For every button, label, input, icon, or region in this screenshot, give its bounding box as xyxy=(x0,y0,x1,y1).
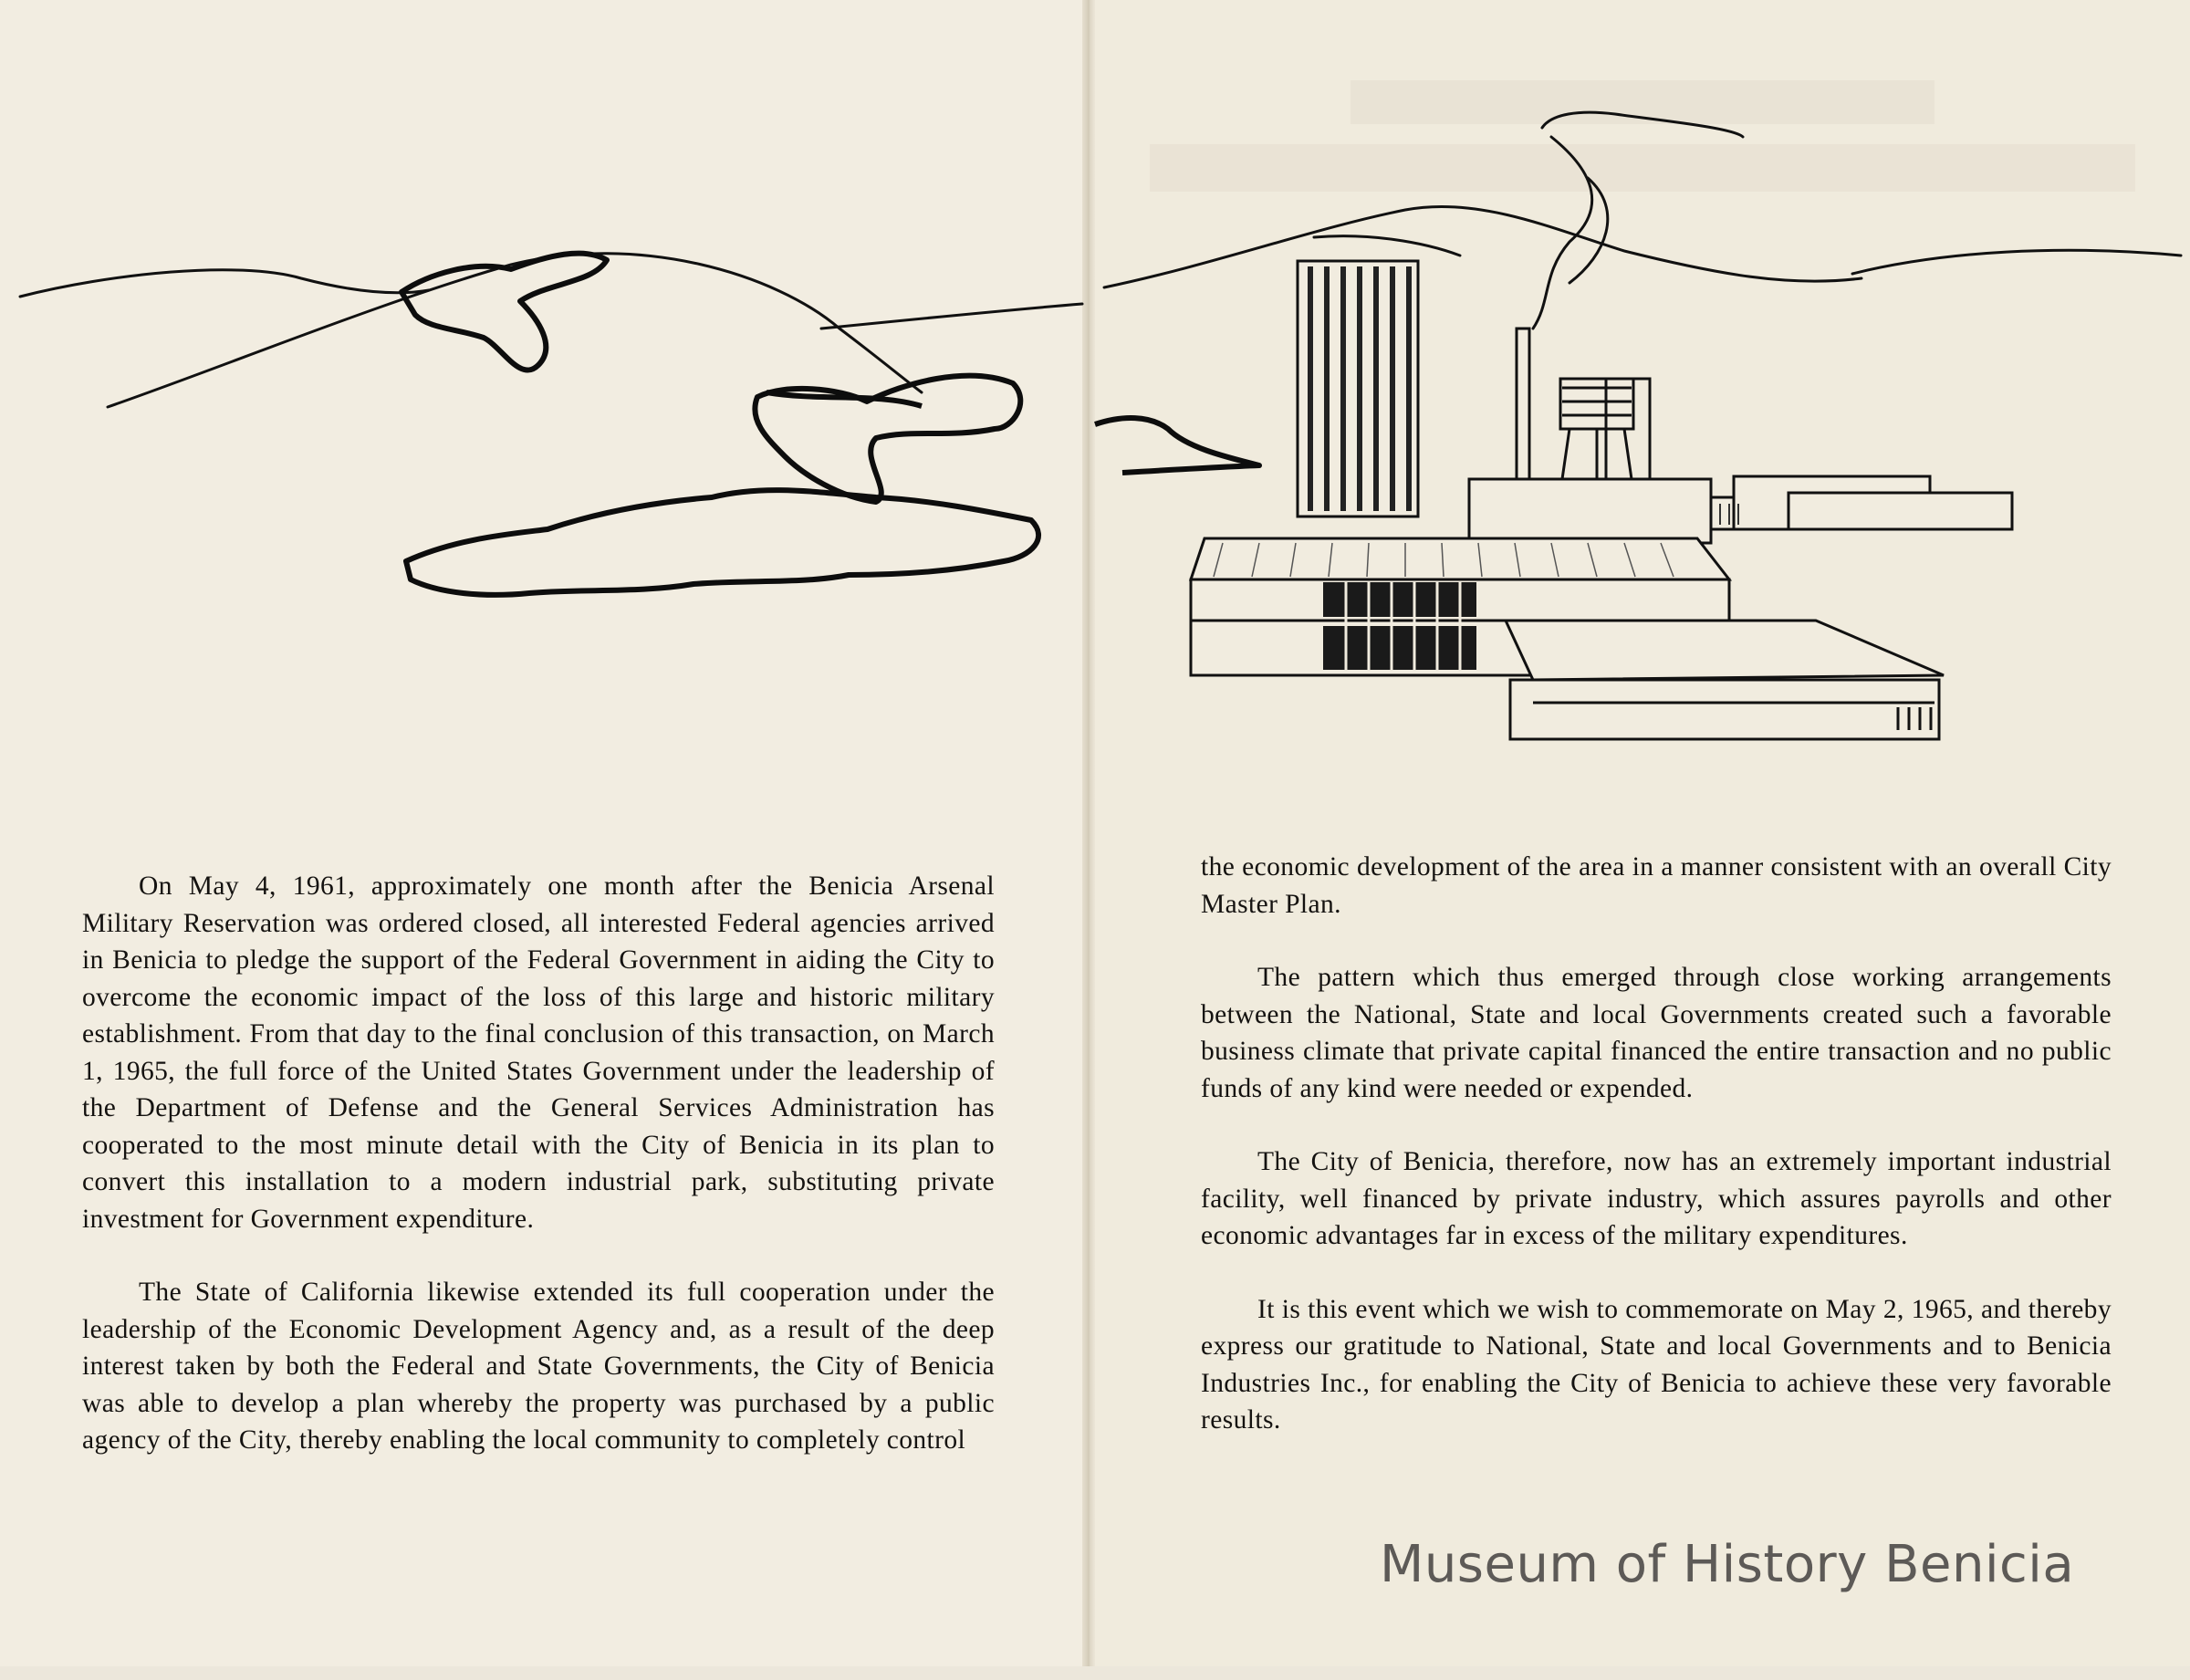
paragraph-federal-support: On May 4, 1961, approximately one month after the Benicia Arsenal Military Reservation was ordered closed, all interested Federal agencies arrived in Benicia to pledge the support of the Federal Government in aiding the City to overcome the economic impact of the loss of this large and historic military establishment. From that day to the final conclusion of this transaction, on March 1, 1965, the full force of the United States Government under the leadership of the Department of Defense and the General Services Administration has cooperated to the most minute detail with the City of Benicia in its plan to convert this installation to a modern industrial park, substituting private investment for Government expenditure. xyxy=(82,871,995,1234)
paragraph-pattern: The pattern which thus emerged through close working arrangements between the National, State and local Governments created such a favorable business climate that private capital financed the entire transaction and no public funds of any kind were needed or expended. xyxy=(1201,963,2112,1103)
far-right-building xyxy=(1788,493,2012,529)
water-tower xyxy=(1560,379,1650,479)
paragraph-industrial-facility: The City of Benicia, therefore, now has an extremely important industrial facility, well financed by private industry, which assures payrolls and other economic advantages far in excess of the military expenditures. xyxy=(1201,1147,2112,1250)
paragraph-commemorate: It is this event which we wish to commemorate on May 2, 1965, and thereby express our gratitude to National, State and local Governments and to Benicia Industries Inc., for enabling the City of Benicia to achieve these very favorable results. xyxy=(1201,1294,2112,1435)
tree-cluster xyxy=(1095,418,1259,473)
tower-stripes xyxy=(1310,266,1409,511)
right-page-text xyxy=(1201,849,2112,1439)
smoke-line xyxy=(1570,178,1608,283)
paragraph-continuation: the economic development of the area in a manner consistent with an overall City Master Plan. xyxy=(1201,852,2112,919)
smoke-line xyxy=(1542,112,1743,137)
hill-line xyxy=(20,270,429,297)
hill-line xyxy=(1852,250,2181,274)
hill-line xyxy=(1104,206,1862,287)
hill-line xyxy=(821,304,1082,329)
left-page-text xyxy=(82,868,995,1459)
paragraph-state-cooperation: The State of California likewise extended its full cooperation under the leadership of the Economic Development Agency and, as a result of the deep interest taken by both the Federal and State Governments, the City of Benicia was able to develop a plan whereby the property was purchased by a public agency of the City, thereby enabling the local community to completely control xyxy=(82,1278,995,1455)
hill-line xyxy=(1314,236,1460,256)
industrial-landscape-illustration xyxy=(0,0,2190,767)
main-roof xyxy=(1191,538,1729,579)
front-wing-roof xyxy=(1506,621,1944,680)
page-bottom-edge xyxy=(0,1666,2190,1680)
hill-line xyxy=(108,254,922,407)
smokestack xyxy=(1517,329,1529,484)
mid-building xyxy=(1469,479,1711,543)
front-wing xyxy=(1510,680,1939,739)
tree-cluster xyxy=(402,254,607,370)
tree-cluster xyxy=(406,490,1038,595)
museum-watermark: Museum of History Benicia xyxy=(1380,1535,2075,1594)
smoke-line xyxy=(1533,137,1592,329)
